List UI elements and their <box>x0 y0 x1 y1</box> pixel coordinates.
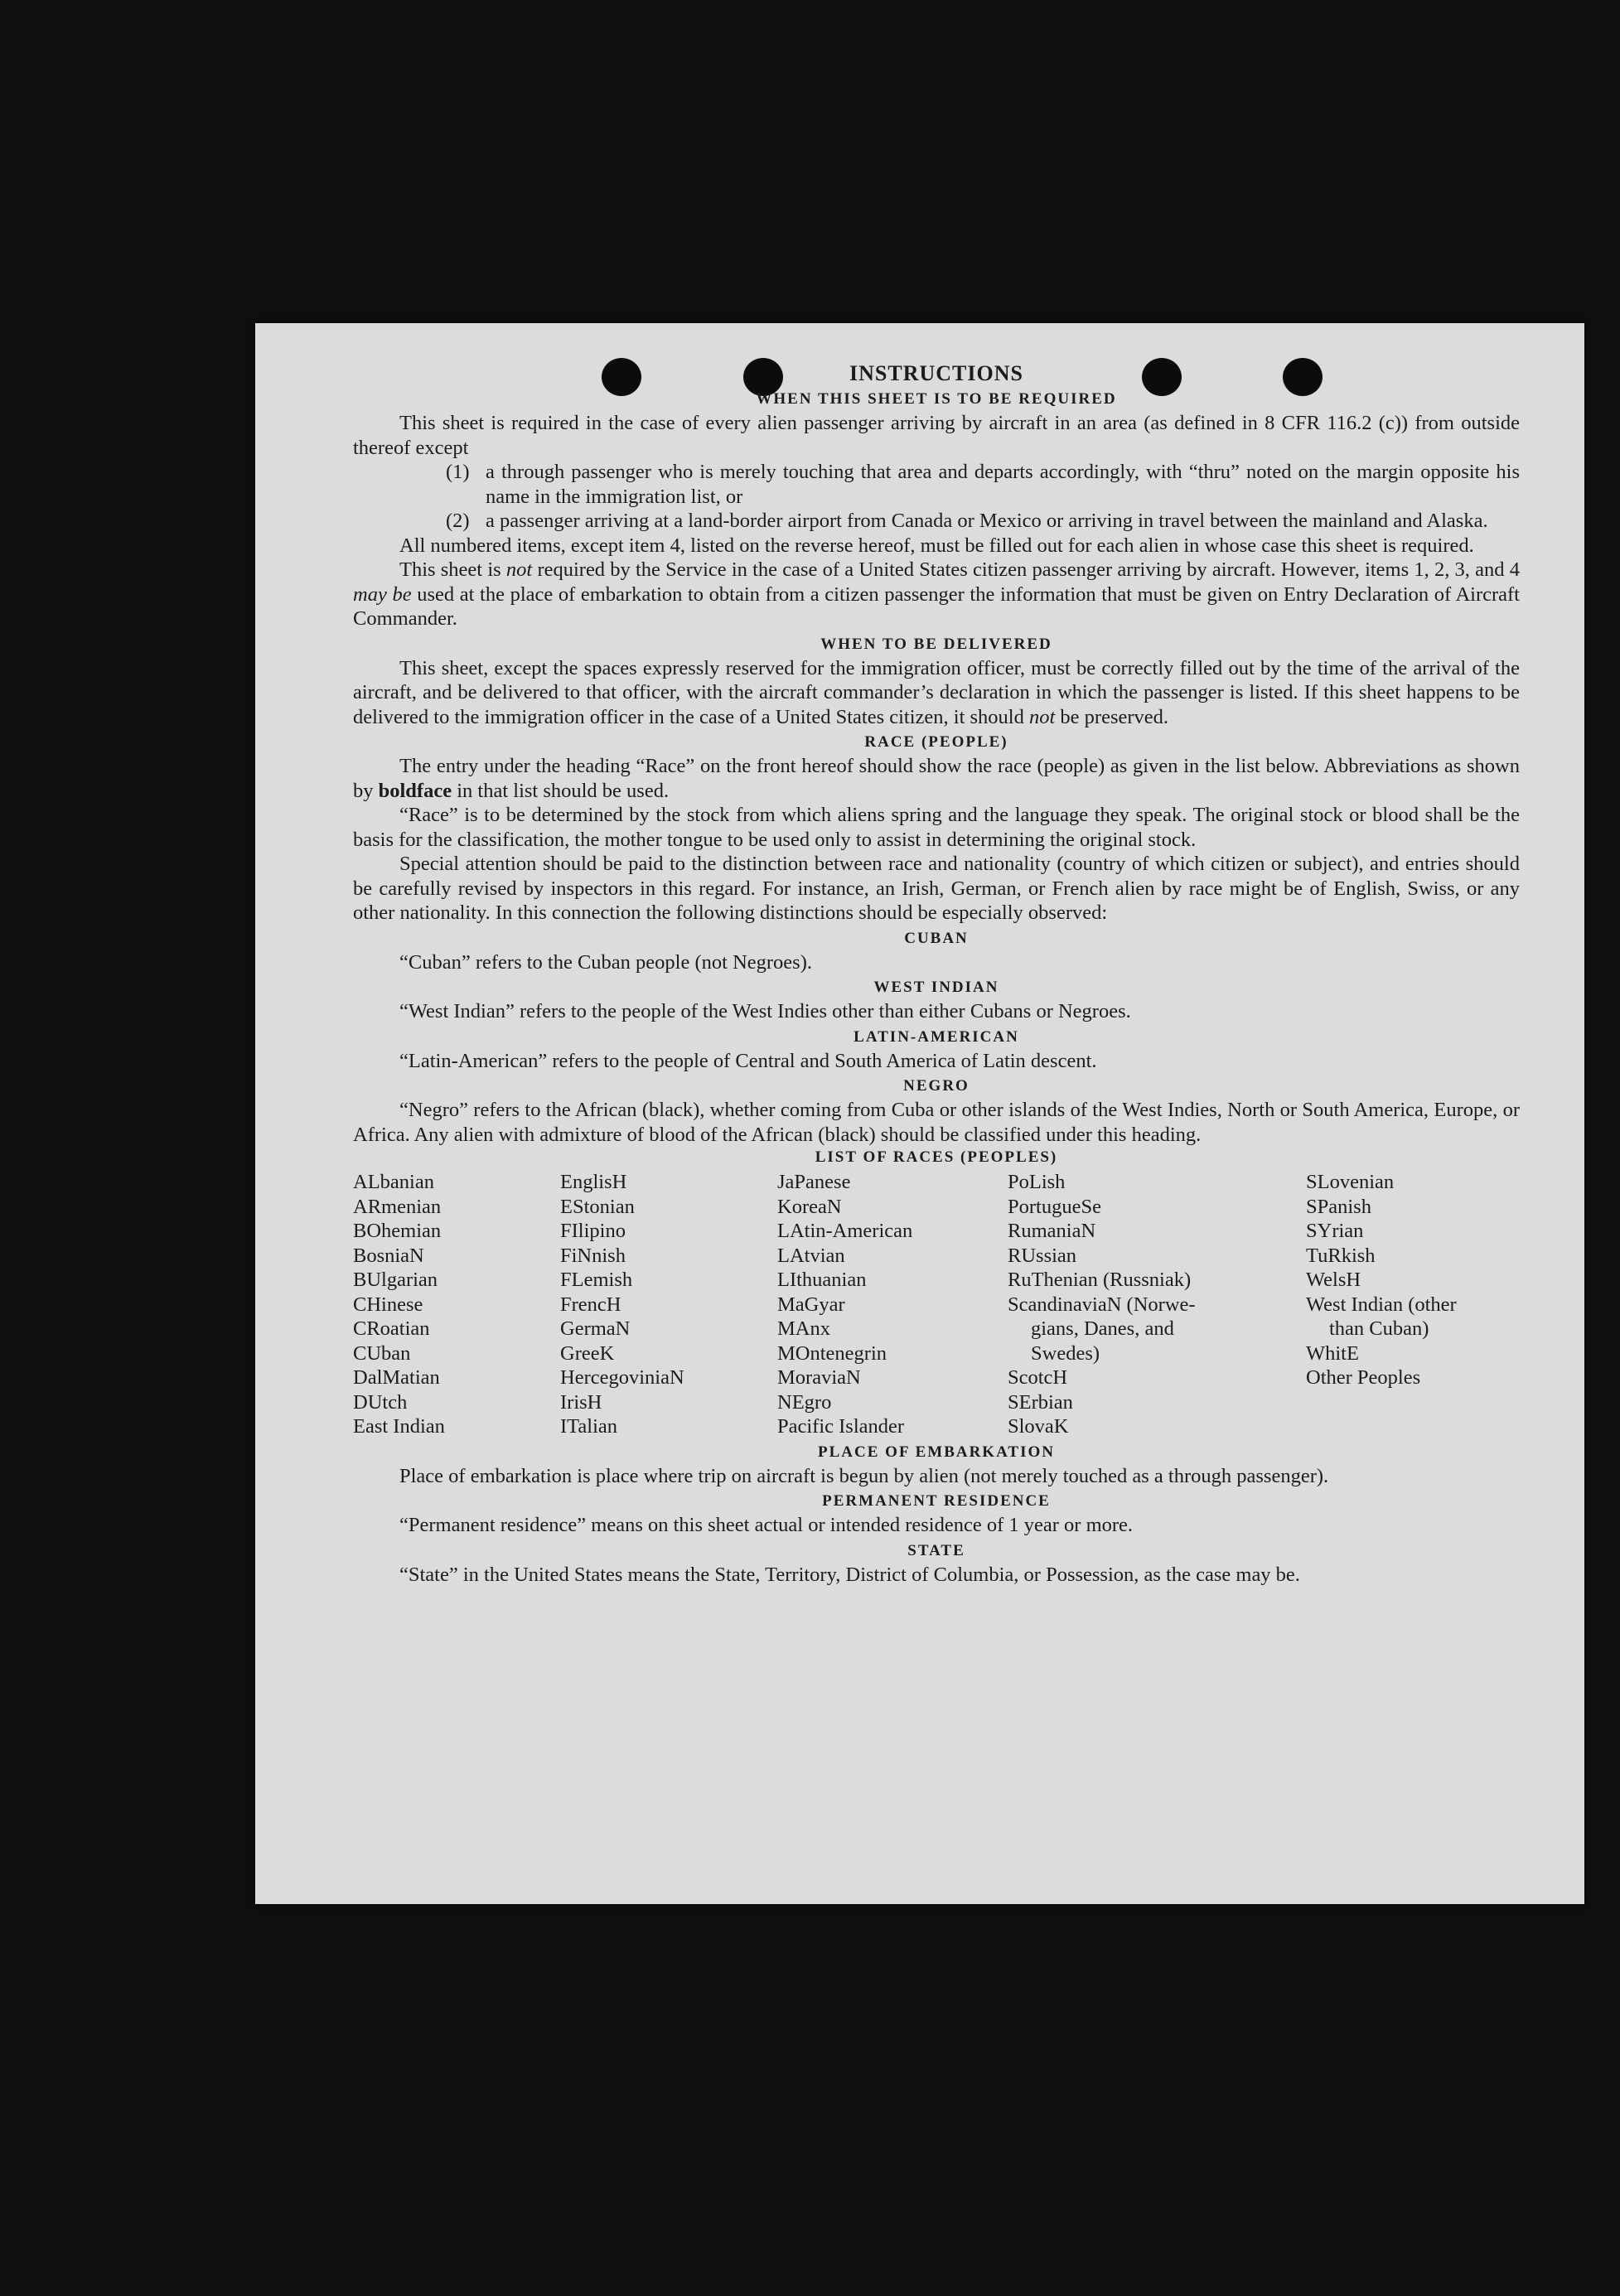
list-item: LAtin-American <box>777 1220 913 1242</box>
list-item: West Indian (other <box>1306 1293 1457 1316</box>
races-table <box>353 1170 1520 1439</box>
heading-state: STATE <box>907 1541 965 1559</box>
list-item: MoraviaN <box>777 1366 861 1389</box>
paragraph-required-intro: This sheet is required in the case of every alien passenger arriving by aircraft in an area (as defined in 8 CFR 116.2 (c)) from outside thereof except <box>353 412 1520 459</box>
item-number: (2) <box>446 510 470 532</box>
list-item: RumaniaN <box>1008 1220 1096 1242</box>
list-item: SPanish <box>1306 1195 1371 1218</box>
list-item: than Cuban) <box>1329 1317 1429 1340</box>
list-item: GermaN <box>560 1317 631 1340</box>
list-item: EStonian <box>560 1195 635 1218</box>
list-item: NEgro <box>777 1390 832 1414</box>
list-item: IrisH <box>560 1390 602 1414</box>
list-item: Pacific Islander <box>777 1415 905 1438</box>
paragraph-race-definition: “Race” is to be determined by the stock from which aliens spring and the language they speak. The original stock or blood shall be the basis for the classification, the mother tongue to be used only to assist in determining the original stock. <box>353 804 1520 851</box>
paragraph-embarkation: Place of embarkation is place where trip on aircraft is begun by alien (not merely touched as a through passenger). <box>399 1464 1329 1487</box>
list-item: EnglisH <box>560 1171 627 1193</box>
list-item: KoreaN <box>777 1195 842 1218</box>
list-item: LAtvian <box>777 1244 845 1267</box>
heading-negro: NEGRO <box>903 1077 970 1095</box>
paragraph-numbered-items: All numbered items, except item 4, listed on the reverse hereof, must be filled out for each alien in whose case this sheet is required. <box>399 534 1474 557</box>
list-item <box>353 509 1520 534</box>
paragraph-race-nationality: Special attention should be paid to the distinction between race and nationality (country of which citizen or subject), and entries should be carefully revised by inspectors in this regard. For instance, an Irish, German, or French alien by race might be of English, Swiss, or any other nationality. In this connection the following distinctions should be especially observed: <box>353 853 1520 924</box>
list-item: FrencH <box>560 1293 621 1316</box>
list-item: East Indian <box>353 1415 445 1438</box>
heading-latin-american: LATIN-AMERICAN <box>854 1027 1019 1046</box>
list-item: HercegoviniaN <box>560 1366 684 1389</box>
heading-when-delivered: WHEN TO BE DELIVERED <box>820 635 1052 653</box>
list-item: SLovenian <box>1306 1171 1395 1193</box>
list-item: SlovaK <box>1008 1415 1069 1438</box>
list-item: Other Peoples <box>1306 1366 1421 1389</box>
list-item: DUtch <box>353 1390 408 1414</box>
list-item: DalMatian <box>353 1366 440 1389</box>
races-column-1 <box>353 1170 560 1439</box>
paragraph-state: “State” in the United States means the State, Territory, District of Columbia, or Possession, as the case may be. <box>399 1563 1300 1586</box>
races-column-3 <box>777 1170 1008 1439</box>
list-item: PoLish <box>1008 1171 1066 1193</box>
list-item: JaPanese <box>777 1171 851 1193</box>
list-item: ALbanian <box>353 1171 434 1193</box>
heading-west-indian: WEST INDIAN <box>873 979 999 996</box>
list-item: PortugueSe <box>1008 1195 1101 1218</box>
list-item: BUlgarian <box>353 1269 438 1291</box>
list-item: FiNnish <box>560 1244 626 1267</box>
list-item: CRoatian <box>353 1317 430 1340</box>
list-item: GreeK <box>560 1341 615 1365</box>
races-column-2 <box>560 1170 777 1439</box>
list-item: TuRkish <box>1306 1244 1376 1267</box>
list-item: BosniaN <box>353 1244 424 1267</box>
list-item: SErbian <box>1008 1390 1073 1414</box>
list-item: CHinese <box>353 1293 423 1316</box>
heading-race: RACE (PEOPLE) <box>864 733 1008 751</box>
list-item: RuThenian (Russniak) <box>1008 1269 1192 1291</box>
list-item: FLemish <box>560 1269 633 1291</box>
list-item: SYrian <box>1306 1220 1364 1242</box>
list-item: LIthuanian <box>777 1269 867 1291</box>
instructions-body <box>353 361 1520 1587</box>
list-item: RUssian <box>1008 1244 1077 1267</box>
list-item: ScotcH <box>1008 1366 1068 1389</box>
paragraph-race-entry: The entry under the heading “Race” on the front hereof should show the race (people) as given in the list below. Abbreviations as shown by boldface in that list should be used. <box>353 755 1520 802</box>
page-title: INSTRUCTIONS <box>849 361 1023 385</box>
list-item: ITalian <box>560 1415 618 1438</box>
paragraph-west-indian: “West Indian” refers to the people of the West Indies other than either Cubans or Negroes. <box>399 1000 1131 1022</box>
document-sheet <box>255 323 1584 1904</box>
item-text: a through passenger who is merely touching that area and departs accordingly, with “thru” noted on the margin opposite his name in the immigration list, or <box>486 461 1520 508</box>
list-item: CUban <box>353 1341 411 1365</box>
heading-cuban: CUBAN <box>904 929 969 947</box>
paragraph-citizen-passenger: This sheet is not required by the Service in the case of a United States citizen passenger arriving by aircraft. However, items 1, 2, 3, and 4 may be used at the place of embarkation to obtain from a citizen passenger the information that must be given on Entry Declaration of Aircraft Commander. <box>353 558 1520 630</box>
paragraph-cuban: “Cuban” refers to the Cuban people (not Negroes). <box>399 950 812 974</box>
races-column-4 <box>1008 1170 1306 1439</box>
list-item: ARmenian <box>353 1195 442 1218</box>
paragraph-delivery: This sheet, except the spaces expressly reserved for the immigration officer, must be correctly filled out by the time of the arrival of the aircraft, and be delivered to that officer, with the aircraft commander’s declaration in which the passenger is listed. If this sheet happens to be delivered to the immigration officer in the case of a United States citizen, it should not be preserved. <box>353 656 1520 728</box>
list-item <box>353 460 1520 509</box>
list-item: Swedes) <box>1031 1341 1100 1365</box>
list-item: MaGyar <box>777 1293 845 1316</box>
races-column-5 <box>1306 1170 1520 1439</box>
heading-permanent-residence: PERMANENT RESIDENCE <box>822 1492 1051 1510</box>
heading-when-required: WHEN THIS SHEET IS TO BE REQUIRED <box>756 390 1117 408</box>
list-item: gians, Danes, and <box>1031 1317 1174 1340</box>
paragraph-latin-american: “Latin-American” refers to the people of Central and South America of Latin descent. <box>399 1049 1097 1072</box>
list-item: BOhemian <box>353 1220 442 1242</box>
list-item: FIlipino <box>560 1220 626 1242</box>
paragraph-permanent-residence: “Permanent residence” means on this sheet actual or intended residence of 1 year or more. <box>399 1514 1134 1536</box>
list-item: MOntenegrin <box>777 1341 887 1365</box>
heading-list-of-races: LIST OF RACES (PEOPLES) <box>815 1148 1058 1166</box>
item-text: a passenger arriving at a land-border airport from Canada or Mexico or arriving in travel between the mainland and Alaska. <box>486 510 1488 532</box>
list-item: ScandinaviaN (Norwe- <box>1008 1293 1196 1316</box>
heading-embarkation: PLACE OF EMBARKATION <box>818 1443 1055 1461</box>
list-item: WhitE <box>1306 1341 1359 1365</box>
list-item: WelsH <box>1306 1269 1361 1291</box>
list-item: MAnx <box>777 1317 830 1340</box>
item-number: (1) <box>446 461 470 483</box>
paragraph-negro: “Negro” refers to the African (black), whether coming from Cuba or other islands of the West Indies, North or South America, Europe, or Africa. Any alien with admixture of blood of the African (black) should be classified under this heading. <box>353 1099 1520 1146</box>
